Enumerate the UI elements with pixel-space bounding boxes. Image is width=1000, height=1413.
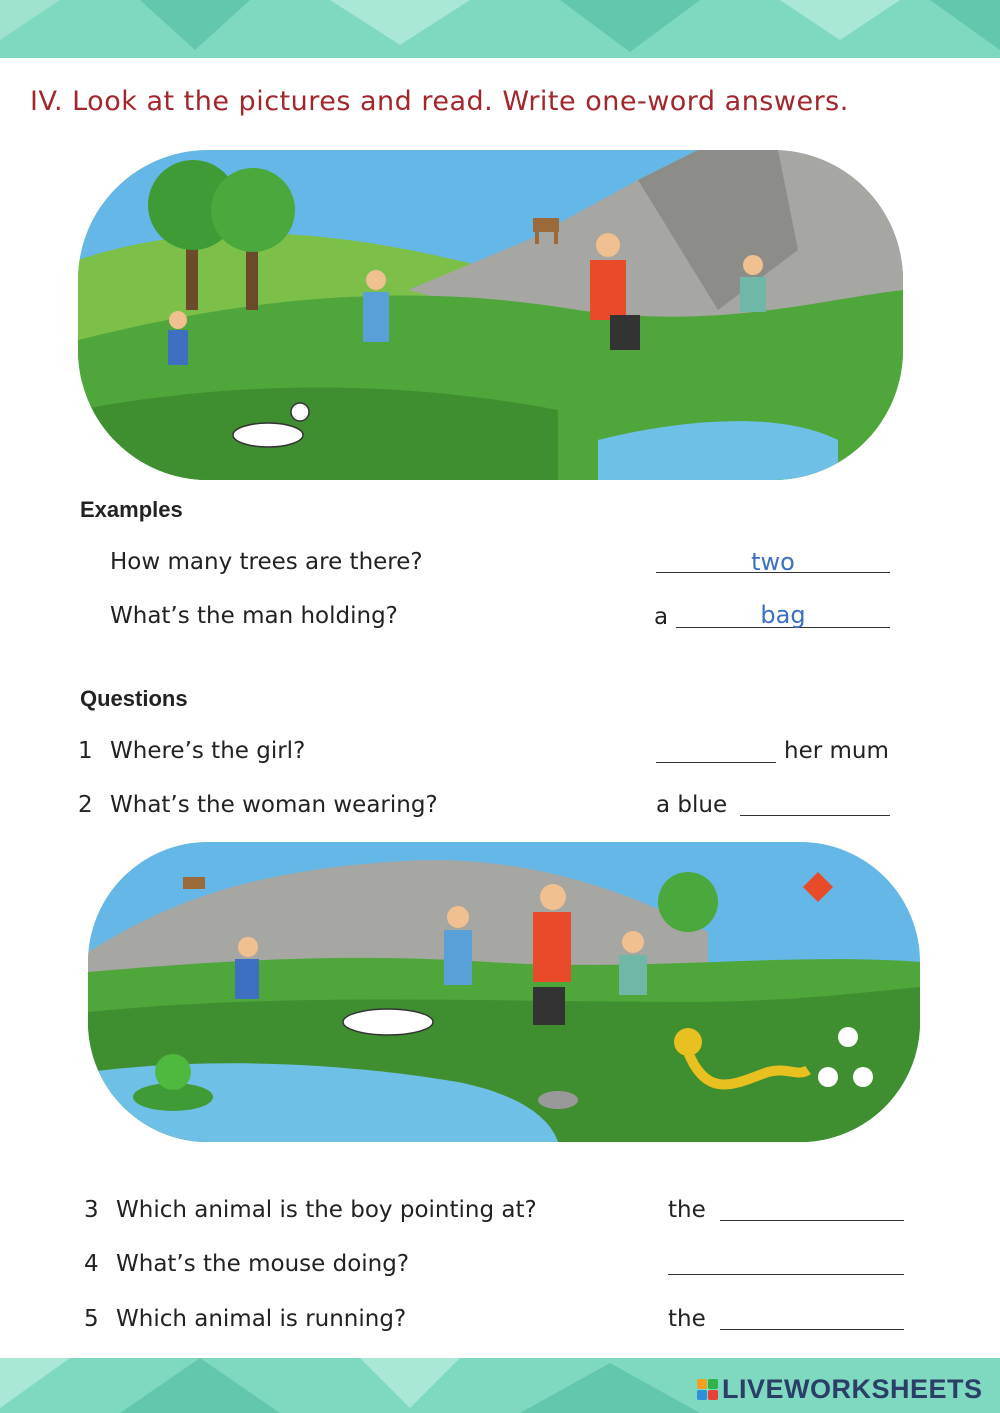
question-2-number: 2 (78, 792, 93, 818)
liveworksheets-logo-icon (697, 1379, 718, 1400)
example-question-2 (110, 603, 398, 629)
answer-prefix-3: the (668, 1197, 706, 1223)
questions-heading: Questions (80, 686, 188, 711)
answer-line-5[interactable] (720, 1329, 904, 1330)
answer-line-3[interactable] (720, 1220, 904, 1221)
question-1 (78, 738, 305, 764)
answer-line-1[interactable] (656, 762, 776, 763)
question-2 (78, 792, 438, 818)
page-title: IV. Look at the pictures and read. Write one-word answers. (30, 86, 849, 117)
answer-prefix-2: a blue (656, 792, 728, 818)
question-3-text: Which animal is the boy pointing at? (116, 1197, 537, 1223)
liveworksheets-logo[interactable] (697, 1374, 983, 1404)
question-1-number: 1 (78, 738, 93, 764)
question-4-number: 4 (84, 1251, 99, 1277)
examples-heading: Examples (80, 497, 183, 522)
example-answer-1: two (751, 548, 795, 576)
question-5-text: Which animal is running? (116, 1306, 407, 1332)
example-question-2-text: What’s the man holding? (110, 603, 398, 629)
question-3 (84, 1197, 537, 1223)
answer-line-4[interactable] (668, 1274, 904, 1275)
example-answer-prefix-2: a (654, 604, 669, 630)
scene-one-illustration (78, 150, 903, 480)
scene-two-illustration (88, 842, 920, 1142)
answer-line-2[interactable] (740, 815, 890, 816)
answer-suffix-1: her mum (784, 738, 889, 764)
example-question-1-text: How many trees are there? (110, 549, 423, 575)
top-banner (0, 0, 1000, 58)
answer-prefix-5: the (668, 1306, 706, 1332)
question-5 (84, 1306, 406, 1332)
question-4 (84, 1251, 409, 1277)
question-3-number: 3 (84, 1197, 99, 1223)
question-1-text: Where’s the girl? (110, 738, 306, 764)
brand-name: LIVEWORKSHEETS (722, 1373, 983, 1404)
question-5-number: 5 (84, 1306, 99, 1332)
question-4-text: What’s the mouse doing? (116, 1251, 410, 1277)
question-2-text: What’s the woman wearing? (110, 792, 438, 818)
example-question-1 (110, 549, 423, 575)
example-answer-2: bag (760, 601, 806, 629)
